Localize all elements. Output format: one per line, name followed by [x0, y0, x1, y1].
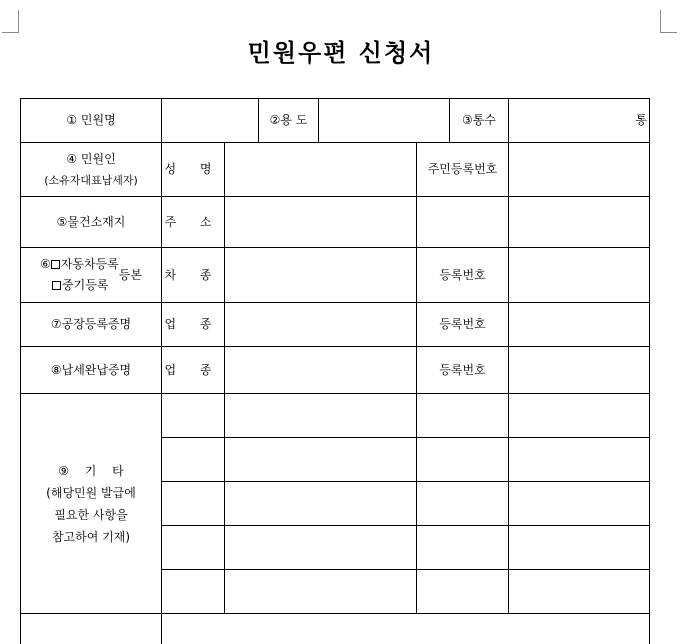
others-label-line4: 참고하여 기재) — [51, 529, 131, 544]
registration-number-field[interactable] — [509, 347, 649, 393]
vehicle-registration-option: 자동차등록 — [60, 257, 119, 271]
copy-count-unit: 통 — [635, 113, 647, 127]
others-label-line2: (해당민원 발급에 — [46, 485, 136, 500]
factory-registration-label: ⑦공장등록증명 — [50, 317, 132, 331]
others-label — [21, 394, 161, 613]
heavy-equipment-checkbox[interactable] — [52, 281, 61, 290]
document-title: 민원우편 신청서 — [247, 39, 435, 67]
certified-copy-suffix: 등본 — [118, 267, 142, 282]
others-input-grid[interactable] — [162, 394, 649, 613]
address-label: 주 소 — [164, 214, 222, 229]
use-purpose-label: ②용 도 — [269, 113, 308, 127]
vehicle-registration-checkbox[interactable] — [51, 260, 60, 269]
business-type-field[interactable] — [225, 303, 416, 346]
applicant-label-line2: (소유자대표납세자) — [44, 173, 138, 187]
registration-number-label: 등록번호 — [439, 267, 486, 282]
bottom-row-field[interactable] — [162, 614, 649, 644]
resident-number-field[interactable] — [509, 143, 649, 196]
registration-number-label: 등록번호 — [439, 317, 486, 331]
civil-petition-name-label: ① 민원명 — [66, 113, 116, 127]
tax-payment-certificate-label: ⑧납세완납증명 — [50, 362, 132, 377]
address-field[interactable] — [225, 197, 416, 247]
heavy-equipment-option: 중기등록 — [62, 278, 109, 292]
civil-petition-name-field[interactable] — [162, 99, 258, 142]
applicant-label — [21, 143, 161, 196]
applicant-name-field[interactable] — [225, 143, 416, 196]
applicant-name-label: 성 명 — [164, 162, 222, 176]
business-type-label: 업 종 — [164, 362, 222, 377]
business-type-field[interactable] — [225, 347, 416, 393]
use-purpose-field[interactable] — [319, 99, 449, 142]
registration-number-label: 등록번호 — [439, 362, 486, 377]
others-label-line1: ⑨ 기 타 — [58, 463, 124, 478]
others-label-line3: 필요한 사항을 — [54, 507, 128, 522]
table-border-right — [649, 98, 650, 644]
property-location-label: ⑤물건소재지 — [56, 214, 126, 229]
vehicle-type-field[interactable] — [225, 248, 416, 302]
vehicle-registration-label — [21, 248, 161, 302]
copy-count-label: ③통수 — [462, 113, 496, 127]
item-number: ⑥ — [40, 257, 51, 271]
registration-number-field[interactable] — [509, 248, 649, 302]
address-extra-field[interactable] — [509, 197, 649, 247]
vehicle-type-label: 차 종 — [164, 267, 222, 282]
business-type-label: 업 종 — [164, 317, 222, 331]
address-extra-field[interactable] — [417, 197, 508, 247]
resident-number-label: 주민등록번호 — [427, 162, 498, 176]
applicant-label-line1: ④ 민원인 — [66, 151, 116, 166]
registration-number-field[interactable] — [509, 303, 649, 346]
copy-count-field[interactable] — [509, 99, 649, 142]
